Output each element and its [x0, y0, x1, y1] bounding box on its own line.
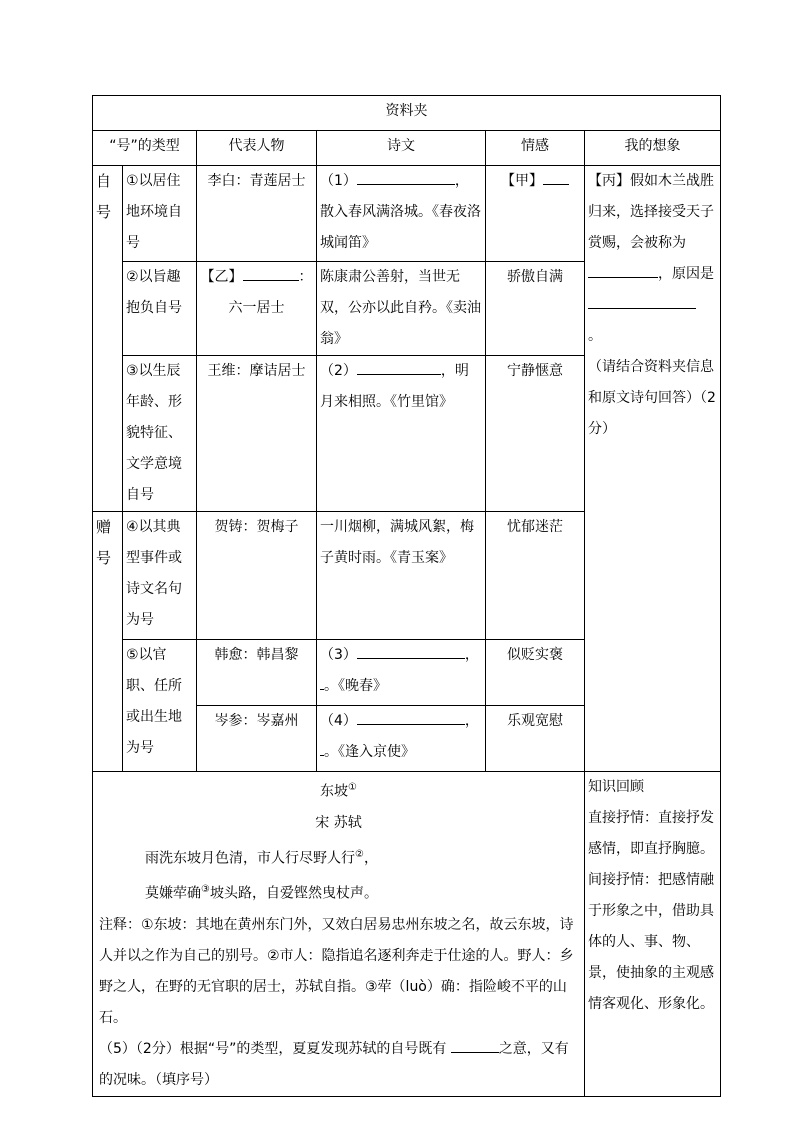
person-cell: 王维：摩诘居士: [197, 356, 317, 512]
header-person: 代表人物: [197, 131, 317, 166]
header-poem: 诗文: [317, 131, 486, 166]
knowledge-indirect: 间接抒情：把感情融于形象之中，借助具体的人、事、物、景，使抽象的主观感情客观化、形象化。: [588, 872, 714, 1012]
emotion-cell: 乐观宽慰: [486, 706, 585, 772]
person-cell: 岑参：岑嘉州: [197, 706, 317, 772]
type-cell: ③以生辰年龄、形貌特征、文学意境自号: [123, 356, 197, 512]
poem-title: 东坡①: [320, 782, 357, 800]
knowledge-cell: [585, 772, 721, 1097]
blank-5[interactable]: [451, 1034, 499, 1053]
header-type: “号”的类型: [93, 131, 197, 166]
person-cell: 【乙】 ：六一居士: [197, 262, 317, 356]
blank-3a[interactable]: [357, 640, 465, 659]
poem-cell: （1） ，散入春风满洛城。《春夜洛城闻笛》: [317, 166, 486, 262]
blank-bing-reason[interactable]: [588, 290, 696, 309]
blank-1[interactable]: [357, 166, 455, 185]
knowledge-title: 知识回顾: [588, 779, 644, 795]
poem-author: 宋 苏轼: [315, 814, 362, 831]
poem-cell: （4） ， 。《逢入京使》: [317, 706, 486, 772]
group-zenghao: 赠 号: [93, 512, 123, 772]
emotion-cell: 忧郁迷茫: [486, 512, 585, 640]
knowledge-direct: 直接抒情：直接抒发感情，即直抒胸臆。: [588, 810, 714, 857]
type-cell: ④以其典型事件或诗文名句为号: [123, 512, 197, 640]
blank-jia[interactable]: [543, 166, 569, 185]
type-cell: ①以居住地环境自号: [123, 166, 197, 262]
emotion-cell: 似贬实褒: [486, 640, 585, 706]
person-cell: 李白：青莲居士: [197, 166, 317, 262]
poem-section: [93, 772, 585, 1097]
poem-line-2: 莫嫌荦确③坡头路，自爱铿然曳杖声。: [145, 884, 378, 902]
emotion-cell: 骄傲自满: [486, 262, 585, 356]
group-zihao: 自 号: [93, 166, 123, 512]
poem-cell: 一川烟柳，满城风絮，梅子黄时雨。《青玉案》: [317, 512, 486, 640]
poem-notes: 注释：①东坡：其地在黄州东门外，又效白居易忠州东坡之名，故云东坡，诗人并以之作为自己的别号。②市人：隐指追名逐利奔走于仕途的人。野人：乡野之人，在野的无官职的居士，苏轼自指。③荦（luò）确：指险峻不平的山石。: [99, 916, 574, 1026]
header-imagine: 我的想象: [585, 131, 721, 166]
header-emotion: 情感: [486, 131, 585, 166]
poem-cell: （2） ，明月来相照。《竹里馆》: [317, 356, 486, 512]
blank-2[interactable]: [357, 356, 441, 375]
person-cell: 贺铸：贺梅子: [197, 512, 317, 640]
blank-bing-name[interactable]: [588, 259, 658, 278]
emotion-cell: 宁静惬意: [486, 356, 585, 512]
poem-cell: 陈康肃公善射，当世无双，公亦以此自矜。《卖油翁》: [317, 262, 486, 356]
person-cell: 韩愈：韩昌黎: [197, 640, 317, 706]
imagine-cell: 【丙】假如木兰战胜归来，选择接受天子赏赐，会被称为 ，原因是 。 （请结合资料夹信息和原文诗句回答）（2分）: [585, 166, 721, 772]
poem-cell: （3） ， 。《晚春》: [317, 640, 486, 706]
poem-line-1: 雨洗东坡月色清，市人行尽野人行②，: [145, 848, 378, 867]
type-cell: ②以旨趣抱负自号: [123, 262, 197, 356]
type-cell: ⑤以官职、任所或出生地为号: [123, 640, 197, 772]
emotion-cell: 【甲】: [486, 166, 585, 262]
question-5: （5）（2分）根据“号”的类型，夏夏发现苏轼的自号既有 之意，又有的况味。（填序号）: [99, 1034, 578, 1096]
blank-yi[interactable]: [243, 262, 299, 281]
blank-4a[interactable]: [357, 706, 465, 725]
table-title: 资料夹: [93, 96, 721, 131]
material-folder-table: [92, 95, 721, 1097]
